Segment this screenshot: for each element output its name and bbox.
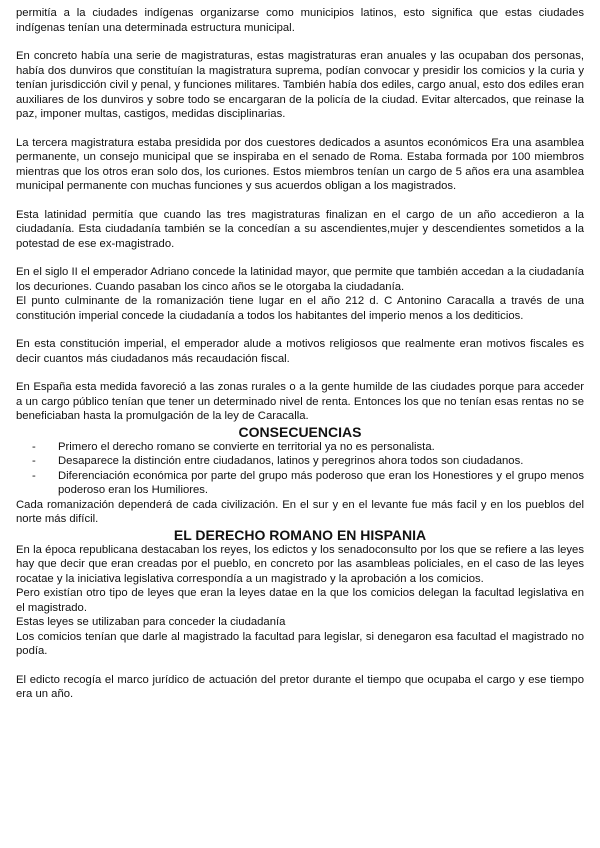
heading-derecho-romano-hispania: EL DERECHO ROMANO EN HISPANIA <box>173 526 427 543</box>
heading-consecuencias: CONSECUENCIAS <box>238 423 362 440</box>
bullet-dash: - <box>32 469 36 482</box>
paragraph-latin-municipalities: permitía a la ciudades indígenas organizarse como municipios latinos, esto significa que estas ciudades indígenas tenían una determinada estructura municipal. <box>16 7 584 34</box>
paragraph-magistratures: En concreto había una serie de magistraturas, estas magistraturas eran anuales y las ocupaban dos personas, había dos dunviros que constituían la magistratura suprema, podían convocar y presidir los comicios y la curia y tenían jurisdicción civil y penal, y funciones militares. También había dos ediles, cargo anual, esto dos ediles eran auxiliares de los dunviros y sobre todo se encargaran de la policía de la ciudad. Evitar altercados, que reinase la paz, imponer multas, castigos, medidas disciplinarias. <box>16 50 584 120</box>
list-item-text: Diferenciación económica por parte del grupo más poderoso que eran los Honestiores y el grupo menos poderoso eran los Humiliores. <box>58 469 584 496</box>
list-item <box>16 454 584 469</box>
paragraph-republican-era: En la época republicana destacaban los reyes, los edictos y los senadoconsulto por los que se refiere a las leyes hay que decir que eran creadas por el pueblo, en concreto por las asambleas policiales, en el caso de las leyes rocatae y la iniciativa legislativa correspondía a un magistrado y la aprobación a los comicios. <box>16 543 584 585</box>
paragraph-romanization-closing: Cada romanización dependerá de cada civilización. En el sur y en el levante fue más facil y en los pueblos del norte más difícil. <box>16 498 584 525</box>
paragraph-edicto: El edicto recogía el marco jurídico de actuación del pretor durante el tiempo que ocupaba el cargo y ese tiempo era un año. <box>16 673 584 700</box>
paragraph-comicios: Los comicios tenían que darle al magistrado la facultad para legislar, si denegaron esa facultad el magistrado no podía. <box>16 630 584 657</box>
list-item-text: Primero el derecho romano se convierte en territorial ya no es personalista. <box>58 440 435 453</box>
paragraph-hadrian: En el siglo II el emperador Adriano concede la latinidad mayor, que permite que también accedan a la ciudadanía los decuriones. Cuando pasaban los cinco años se le otorgaba la ciudadanía. <box>16 266 584 293</box>
list-item <box>16 469 584 498</box>
paragraph-leyes-datae: Pero existían otro tipo de leyes que eran la leyes datae en la que los comicios delegan la facultad legislativa en el magistrado. <box>16 587 584 614</box>
paragraph-spain: En España esta medida favoreció a las zonas rurales o a la gente humilde de las ciudades porque para acceder a un cargo público tenían que tener un determinado nivel de renta. Entonces los que no tenían esas rentas no se beneficiaban hasta la promulgación de la ley de Caracalla. <box>16 381 584 422</box>
list-item <box>16 440 584 455</box>
paragraph-imperial-constitution: En esta constitución imperial, el emperador alude a motivos religiosos que realmente eran motivos fiscales es decir cuantos más ciudadanos más recaudación fiscal. <box>16 338 584 365</box>
paragraph-citizenship-laws: Estas leyes se utilizaban para conceder la ciudadanía <box>16 616 286 628</box>
paragraph-latinity-citizenship: Esta latinidad permitía que cuando las tres magistraturas finalizan en el cargo de un año accedieron a la ciudadanía. Esta ciudadanía también se la concedían a su ascendientes,mujer y descendientes sometidos a la potestad de ese ex-magistrado. <box>16 208 584 250</box>
bullet-dash: - <box>32 440 36 453</box>
paragraph-caracalla: El punto culminante de la romanización tiene lugar en el año 212 d. C Antonino Caracalla a través de una constitución imperial concede la ciudadanía a todos los habitantes del imperio menos a los dediticios. <box>16 295 584 322</box>
bullet-dash: - <box>32 455 36 467</box>
list-item-text: Desaparece la distinción entre ciudadanos, latinos y peregrinos ahora todos son ciudadanos. <box>58 455 524 467</box>
paragraph-third-magistrature: La tercera magistratura estaba presidida por dos cuestores dedicados a asuntos económicos Era una asamblea permanente, un consejo municipal que se inspiraba en el senado de Roma. Estaba formada por 100 miembros mientras que los otros eran solo dos, los curiones. Estos miembros tenían un cargo de 5 años era una asamblea municipal permanente con muchas funciones y sus acuerdos obligan a los magistrados. <box>16 136 584 192</box>
consequences-list <box>16 440 584 498</box>
